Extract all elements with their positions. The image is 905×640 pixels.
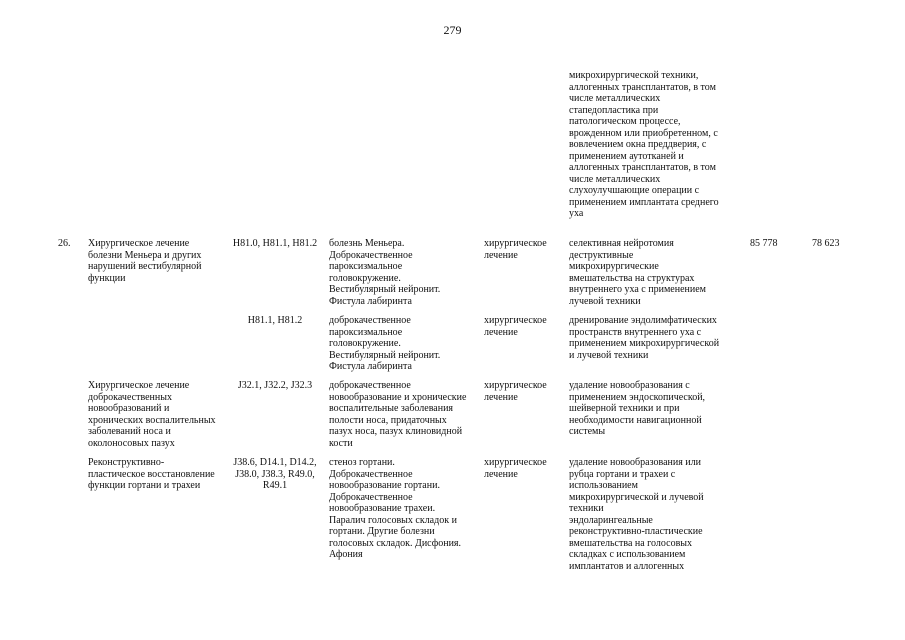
diagnosis-text: стеноз гортани. Доброкачественное новообразование гортани. Доброкачественное новообразование трахеи. Паралич голосовых складок и гортани. Другие болезни голосовых складок. Дисфония. Афония xyxy=(329,457,462,560)
diagnosis-text: доброкачественное новообразование и хронические воспалительные заболевания полости носа, придаточных пазух носа, пазух клиновидной кости xyxy=(329,380,467,449)
row-number: 26. xyxy=(58,238,71,249)
treatment-name: Хирургическое лечение доброкачественных новообразований и хронических воспалительных заболеваний носа и околоносовых пазух xyxy=(88,380,216,449)
cost-value-2: 78 623 xyxy=(812,238,840,249)
treatment-type: хирургическое лечение xyxy=(484,380,547,403)
page-number: 279 xyxy=(443,23,462,37)
continuation-method-text: микрохирургической техники, аллогенных трансплантатов, в том числе металлических стапедопластика при патологическом процессе, врожденном или приобретенном, с вовлечением окна преддверия, с применением аутотканей и аллогенных трансплантатов, в том числе металлических слухоулучшающие операции с применением имплантата среднего уха xyxy=(569,70,719,219)
treatment-method: удаление новообразования или рубца гортани и трахеи с использованием микрохирургической и лучевой техники эндоларингеальные реконструктивно-пластические вмешательства на голосовых складках с использованием имплантатов и аллогенных xyxy=(569,457,704,572)
treatment-method: дренирование эндолимфатических пространств внутреннего уха с применением микрохирургической и лучевой техники xyxy=(569,315,720,361)
icd-codes: J38.6, D14.1, D14.2, J38.0, J38.3, R49.0, R49.1 xyxy=(233,457,317,491)
icd-codes: H81.0, H81.1, H81.2 xyxy=(232,238,318,249)
treatment-type: хирургическое лечение xyxy=(484,238,547,261)
treatment-name: Хирургическое лечение болезни Меньера и других нарушений вестибулярной функции xyxy=(88,238,202,284)
treatment-type: хирургическое лечение xyxy=(484,315,547,338)
diagnosis-text: болезнь Меньера. Доброкачественное пароксизмальное головокружение. Вестибулярный нейронит. Фистула лабиринта xyxy=(329,238,441,307)
icd-codes: J32.1, J32.2, J32.3 xyxy=(237,380,313,391)
diagnosis-text: доброкачественное пароксизмальное головокружение. Вестибулярный нейронит. Фистула лабиринта xyxy=(329,315,441,372)
treatment-type: хирургическое лечение xyxy=(484,457,547,480)
cost-value-1: 85 778 xyxy=(750,238,778,249)
treatment-method: селективная нейротомия деструктивные микрохирургические вмешательства на структурах внутреннего уха с применением лучевой техники xyxy=(569,238,706,307)
icd-codes: H81.1, H81.2 xyxy=(247,315,303,326)
treatment-name: Реконструктивно- пластическое восстановление функции гортани и трахеи xyxy=(88,457,215,491)
treatment-method: удаление новообразования с применением эндоскопической, шейверной техники и при необходимости навигационной системы xyxy=(569,380,706,437)
